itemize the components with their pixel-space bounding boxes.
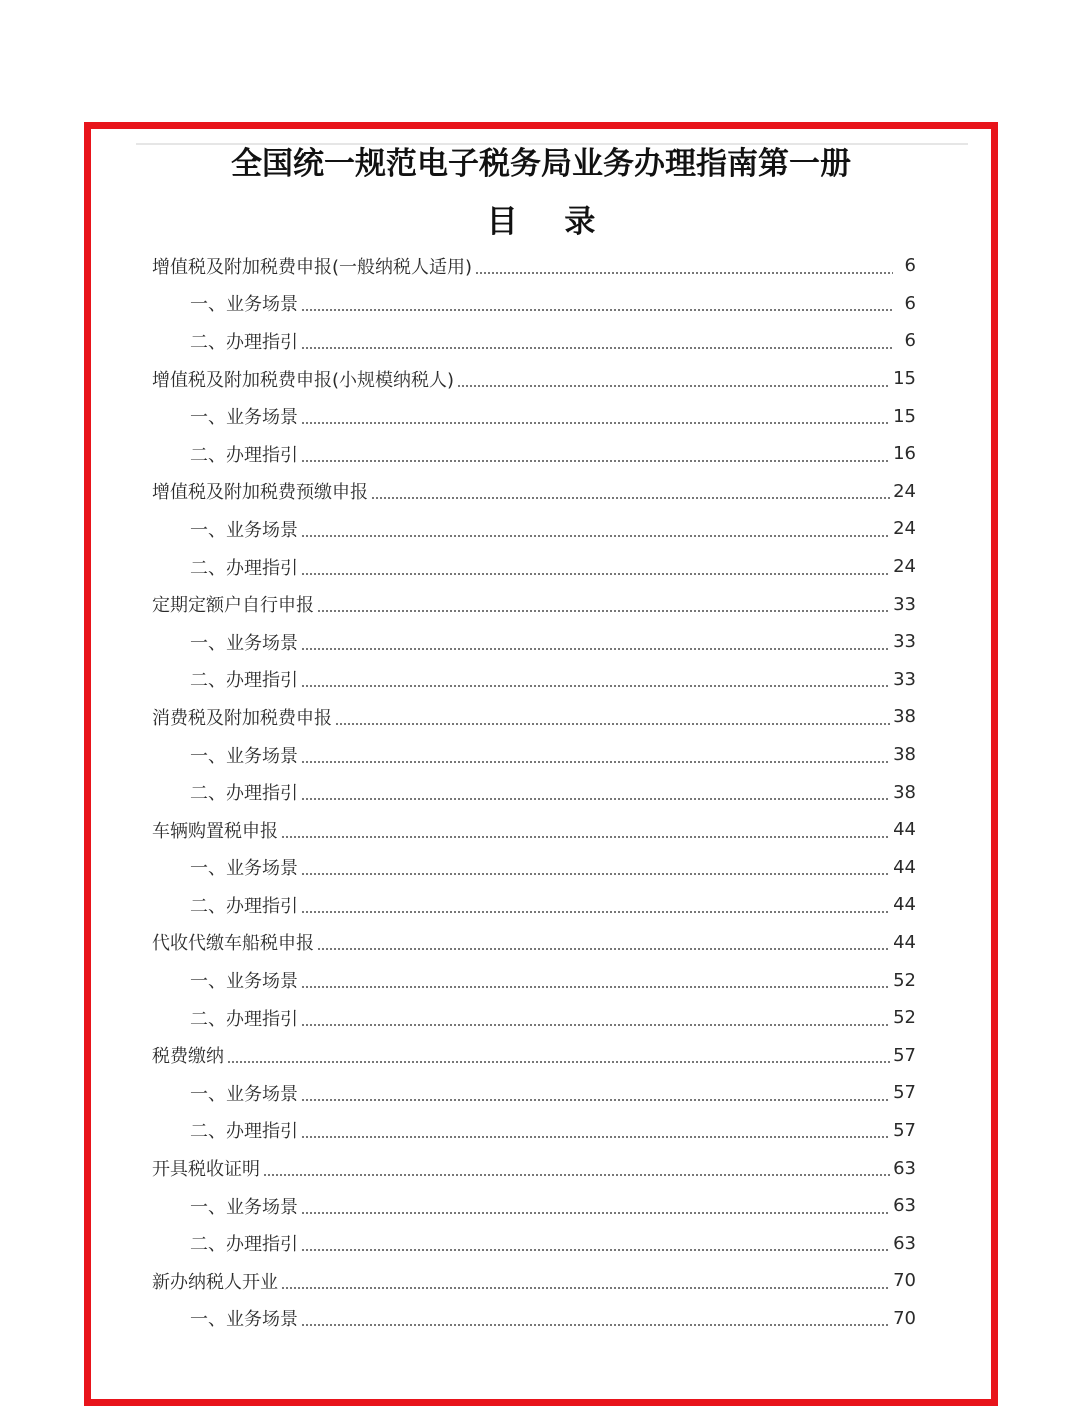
toc-entry-label: 一、业务场景	[190, 1196, 298, 1218]
toc-dot-leader	[281, 821, 890, 839]
toc-subsection-entry[interactable]	[152, 322, 916, 360]
toc-section-entry[interactable]	[152, 247, 916, 285]
toc-entry-label: 一、业务场景	[190, 1083, 298, 1105]
toc-subsection-entry[interactable]	[152, 1074, 916, 1112]
toc-entry-label: 增值税及附加税费申报(一般纳税人适用)	[152, 256, 473, 278]
toc-subsection-entry[interactable]	[152, 849, 916, 887]
toc-dot-leader	[335, 708, 890, 726]
toc-dot-leader	[301, 896, 890, 914]
toc-section-entry[interactable]	[152, 360, 916, 398]
toc-dot-leader	[301, 332, 893, 350]
toc-subsection-entry[interactable]	[152, 285, 916, 323]
toc-entry-label: 二、办理指引	[190, 1121, 298, 1143]
toc-subsection-entry[interactable]	[152, 510, 916, 548]
toc-dot-leader	[301, 746, 890, 764]
toc-page-number: 70	[893, 1307, 916, 1329]
toc-entry-label: 一、业务场景	[190, 294, 298, 316]
toc-subsection-entry[interactable]	[152, 886, 916, 924]
toc-page-number: 33	[893, 668, 916, 690]
toc-entry-label: 二、办理指引	[190, 1234, 298, 1256]
toc-page-number: 57	[893, 1119, 916, 1141]
toc-entry-label: 二、办理指引	[190, 670, 298, 692]
toc-dot-leader	[475, 257, 893, 275]
toc-entry-label: 一、业务场景	[190, 858, 298, 880]
toc-page-number: 44	[893, 819, 916, 841]
toc-page-number: 44	[893, 931, 916, 953]
toc-page-number: 44	[893, 894, 916, 916]
toc-section-entry[interactable]	[152, 473, 916, 511]
toc-page-number: 63	[893, 1232, 916, 1254]
toc-page-number: 16	[893, 443, 916, 465]
toc-section-entry[interactable]	[152, 1149, 916, 1187]
toc-section-entry[interactable]	[152, 1036, 916, 1074]
toc-page-number: 44	[893, 856, 916, 878]
toc-section-entry[interactable]	[152, 811, 916, 849]
toc-entry-label: 二、办理指引	[190, 331, 298, 353]
toc-entry-label: 二、办理指引	[190, 895, 298, 917]
toc-entry-label: 一、业务场景	[190, 971, 298, 993]
toc-subsection-entry[interactable]	[152, 1224, 916, 1262]
toc-dot-leader	[227, 1046, 890, 1064]
toc-subsection-entry[interactable]	[152, 397, 916, 435]
toc-dot-leader	[301, 858, 890, 876]
toc-dot-leader	[301, 1121, 890, 1139]
toc-dot-leader	[301, 783, 890, 801]
toc-page-number: 24	[893, 518, 916, 540]
toc-entry-label: 一、业务场景	[190, 632, 298, 654]
toc-dot-leader	[371, 482, 890, 500]
toc-entry-label: 车辆购置税申报	[152, 820, 278, 842]
toc-entry-label: 税费缴纳	[152, 1046, 224, 1068]
toc-page-number: 6	[904, 292, 916, 314]
toc-subsection-entry[interactable]	[152, 623, 916, 661]
toc-page-number: 38	[893, 706, 916, 728]
toc-section-entry[interactable]	[152, 585, 916, 623]
toc-dot-leader	[301, 558, 890, 576]
toc-page-number: 38	[893, 744, 916, 766]
toc-entry-label: 一、业务场景	[190, 519, 298, 541]
toc-dot-leader	[281, 1272, 890, 1290]
toc-dot-leader	[317, 595, 890, 613]
toc-subsection-entry[interactable]	[152, 548, 916, 586]
toc-page-number: 57	[893, 1082, 916, 1104]
toc-page-number: 6	[904, 330, 916, 352]
toc-page-number: 63	[893, 1195, 916, 1217]
toc-page-number: 24	[893, 556, 916, 578]
toc-dot-leader	[263, 1159, 890, 1177]
toc-entry-label: 定期定额户自行申报	[152, 595, 314, 617]
toc-entry-label: 一、业务场景	[190, 1309, 298, 1331]
toc-page-number: 15	[893, 368, 916, 390]
toc-subsection-entry[interactable]	[152, 999, 916, 1037]
toc-entry-label: 一、业务场景	[190, 407, 298, 429]
toc-subsection-entry[interactable]	[152, 1300, 916, 1338]
toc-page-number: 63	[893, 1157, 916, 1179]
toc-entry-label: 二、办理指引	[190, 1008, 298, 1030]
toc-page-number: 52	[893, 969, 916, 991]
toc-dot-leader	[301, 971, 890, 989]
toc-heading: 目 录	[486, 204, 614, 240]
toc-page-number: 33	[893, 631, 916, 653]
toc-entry-label: 消费税及附加税费申报	[152, 707, 332, 729]
toc-dot-leader	[301, 633, 890, 651]
document-title: 全国统一规范电子税务局业务办理指南第一册	[231, 146, 851, 182]
toc-entry-label: 开具税收证明	[152, 1159, 260, 1181]
toc-subsection-entry[interactable]	[152, 1187, 916, 1225]
toc-page-number: 52	[893, 1007, 916, 1029]
toc-subsection-entry[interactable]	[152, 961, 916, 999]
toc-dot-leader	[301, 520, 890, 538]
toc-subsection-entry[interactable]	[152, 773, 916, 811]
toc-entry-label: 二、办理指引	[190, 444, 298, 466]
toc-subsection-entry[interactable]	[152, 1112, 916, 1150]
toc-dot-leader	[301, 445, 890, 463]
toc-dot-leader	[317, 933, 890, 951]
toc-subsection-entry[interactable]	[152, 736, 916, 774]
toc-entry-label: 二、办理指引	[190, 783, 298, 805]
toc-page-number: 38	[893, 781, 916, 803]
toc-subsection-entry[interactable]	[152, 661, 916, 699]
toc-page-number: 15	[893, 405, 916, 427]
toc-dot-leader	[301, 294, 893, 312]
toc-entry-label: 新办纳税人开业	[152, 1271, 278, 1293]
toc-page-number: 33	[893, 593, 916, 615]
toc-dot-leader	[301, 1309, 890, 1327]
toc-dot-leader	[301, 1009, 890, 1027]
toc-entry-label: 增值税及附加税费申报(小规模纳税人)	[152, 369, 455, 391]
toc-dot-leader	[301, 1197, 890, 1215]
toc-page-number: 24	[893, 480, 916, 502]
toc-entry-label: 一、业务场景	[190, 745, 298, 767]
toc-page-number: 57	[893, 1044, 916, 1066]
toc-section-entry[interactable]	[152, 698, 916, 736]
toc-section-entry[interactable]	[152, 1262, 916, 1300]
table-of-contents	[152, 247, 916, 1337]
toc-section-entry[interactable]	[152, 924, 916, 962]
toc-dot-leader	[301, 407, 890, 425]
toc-page-number: 70	[893, 1270, 916, 1292]
toc-dot-leader	[301, 670, 890, 688]
toc-dot-leader	[301, 1234, 890, 1252]
toc-entry-label: 增值税及附加税费预缴申报	[152, 482, 368, 504]
toc-dot-leader	[301, 1084, 890, 1102]
toc-page-number: 6	[904, 255, 916, 277]
toc-entry-label: 代收代缴车船税申报	[152, 933, 314, 955]
toc-entry-label: 二、办理指引	[190, 557, 298, 579]
toc-subsection-entry[interactable]	[152, 435, 916, 473]
toc-dot-leader	[457, 370, 890, 388]
